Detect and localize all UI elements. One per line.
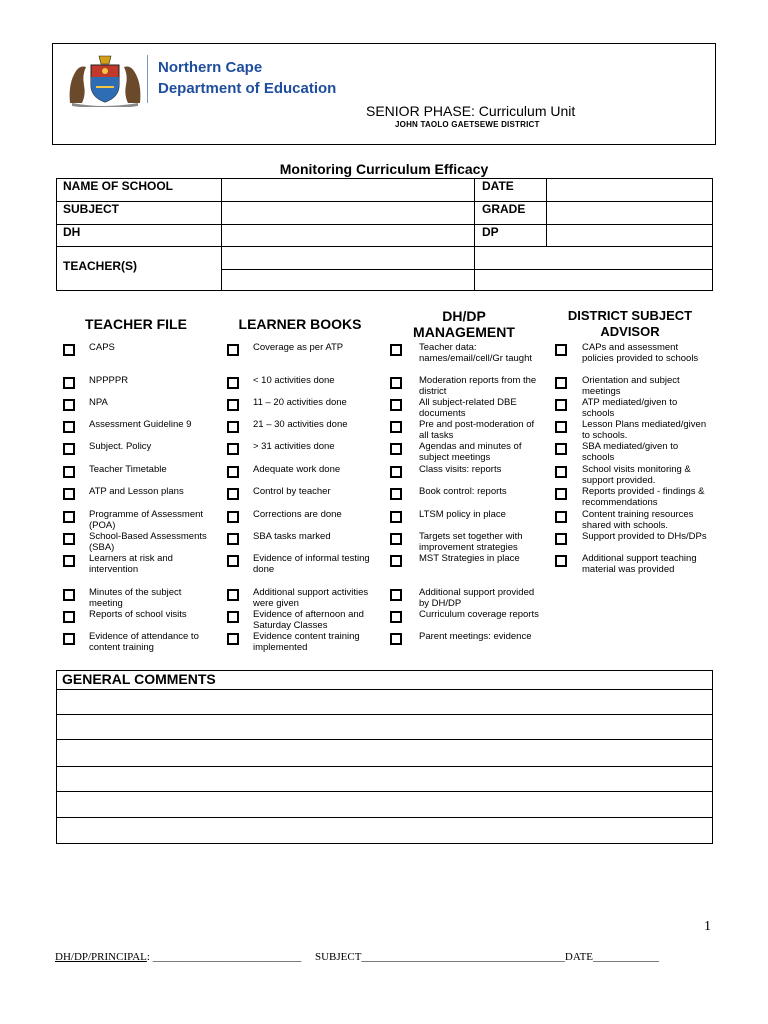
management-checkbox[interactable] — [390, 466, 402, 478]
learner-books-checkbox[interactable] — [227, 399, 239, 411]
advisor-item: Lesson Plans mediated/given to schools. — [582, 419, 707, 441]
comments-table — [56, 670, 713, 844]
advisor-checkbox[interactable] — [555, 377, 567, 389]
management-item: Class visits: reports — [419, 464, 502, 475]
management-item: LTSM policy in place — [419, 509, 506, 520]
teacher-file-checkbox[interactable] — [63, 611, 75, 623]
comment-line-6[interactable] — [58, 818, 711, 843]
advisor-item: ATP mediated/given to schools — [582, 397, 678, 419]
learner-books-checkbox[interactable] — [227, 466, 239, 478]
teacher-file-checkbox[interactable] — [63, 589, 75, 601]
management-checkbox[interactable] — [390, 533, 402, 545]
comment-line-4[interactable] — [58, 767, 711, 791]
teacher-field-1[interactable] — [222, 247, 474, 269]
teacher-file-checkbox[interactable] — [63, 443, 75, 455]
advisor-checkbox[interactable] — [555, 421, 567, 433]
management-checkbox[interactable] — [390, 611, 402, 623]
learner-books-checkbox[interactable] — [227, 421, 239, 433]
dp-field[interactable] — [547, 225, 712, 246]
advisor-checkbox[interactable] — [555, 488, 567, 500]
learner-books-item: Adequate work done — [253, 464, 341, 475]
form-title: Monitoring Curriculum Efficacy — [279, 161, 489, 177]
learner-books-checkbox[interactable] — [227, 589, 239, 601]
teacher-file-checkbox[interactable] — [63, 399, 75, 411]
teacher-file-checkbox[interactable] — [63, 533, 75, 545]
learner-books-item: > 31 activities done — [253, 441, 335, 452]
teacher-file-checkbox[interactable] — [63, 633, 75, 645]
management-item: Teacher data: names/email/cell/Gr taught — [419, 342, 532, 364]
teacher-file-item: Assessment Guideline 9 — [89, 419, 192, 430]
advisor-checkbox[interactable] — [555, 344, 567, 356]
teacher-file-checkbox[interactable] — [63, 466, 75, 478]
learner-books-checkbox[interactable] — [227, 611, 239, 623]
management-item: Curriculum coverage reports — [419, 609, 539, 620]
management-item: Parent meetings: evidence — [419, 631, 532, 642]
management-checkbox[interactable] — [390, 589, 402, 601]
dh-field[interactable] — [222, 225, 474, 246]
comment-line-5[interactable] — [58, 792, 711, 817]
teacher-file-checkbox[interactable] — [63, 488, 75, 500]
teacher-file-item: Subject. Policy — [89, 441, 152, 452]
teacher-file-item: Learners at risk and intervention — [89, 553, 173, 575]
learner-books-item: 21 – 30 activities done — [253, 419, 348, 430]
teacher-file-checkbox[interactable] — [63, 555, 75, 567]
advisor-heading — [545, 308, 715, 340]
subject-label: SUBJECT — [63, 202, 120, 216]
management-checkbox[interactable] — [390, 421, 402, 433]
comments-title: GENERAL COMMENTS — [62, 671, 216, 687]
management-heading-line1: DH/DP — [442, 308, 486, 324]
advisor-checkbox[interactable] — [555, 555, 567, 567]
teacher-field-2[interactable] — [475, 247, 712, 269]
management-checkbox[interactable] — [390, 443, 402, 455]
teacher-file-item: School-Based Assessments (SBA) — [89, 531, 207, 553]
management-item: Additional support provided by DH/DP — [419, 587, 535, 609]
subject-field[interactable] — [222, 202, 474, 224]
learner-books-heading: LEARNER BOOKS — [238, 316, 362, 332]
advisor-item: SBA mediated/given to schools — [582, 441, 679, 463]
learner-books-item: Evidence of afternoon and Saturday Classes — [253, 609, 364, 631]
management-checkbox[interactable] — [390, 633, 402, 645]
grade-field[interactable] — [547, 202, 712, 224]
management-checkbox[interactable] — [390, 511, 402, 523]
advisor-item: Orientation and subject meetings — [582, 375, 680, 397]
teacher-file-checkbox[interactable] — [63, 511, 75, 523]
learner-books-item: Coverage as per ATP — [253, 342, 344, 353]
advisor-checkbox[interactable] — [555, 511, 567, 523]
dh-label: DH — [63, 225, 81, 239]
management-checkbox[interactable] — [390, 344, 402, 356]
management-item: Targets set together with improvement strategies — [419, 531, 523, 553]
district-name: JOHN TAOLO GAETSEWE DISTRICT — [395, 120, 540, 129]
advisor-checkbox[interactable] — [555, 399, 567, 411]
management-item: Book control: reports — [419, 486, 507, 497]
footer-subject-date: SUBJECT_____________________________________DATE____________ — [314, 951, 660, 963]
teacher-file-item: Evidence of attendance to content training — [89, 631, 199, 653]
teacher-file-item: NPPPPR — [89, 375, 129, 386]
teacher-field-3[interactable] — [222, 270, 474, 290]
learner-books-item: 11 – 20 activities done — [253, 397, 347, 408]
teacher-field-4[interactable] — [475, 270, 712, 290]
advisor-item: Support provided to DHs/DPs — [582, 531, 707, 542]
learner-books-item: Evidence of informal testing done — [253, 553, 370, 575]
management-checkbox[interactable] — [390, 399, 402, 411]
learner-books-checkbox[interactable] — [227, 488, 239, 500]
learner-books-checkbox[interactable] — [227, 555, 239, 567]
advisor-item: Content training resources shared with schools. — [582, 509, 694, 531]
coat-of-arms-logo — [66, 53, 144, 107]
management-item: Agendas and minutes of subject meetings — [419, 441, 522, 463]
management-heading-line2: MANAGEMENT — [413, 324, 515, 340]
dp-label: DP — [482, 225, 499, 239]
advisor-item: School visits monitoring & support provided. — [582, 464, 691, 486]
learner-books-item: SBA tasks marked — [253, 531, 331, 542]
logo-divider — [147, 55, 148, 103]
comment-line-1[interactable] — [58, 690, 711, 714]
learner-books-item: Control by teacher — [253, 486, 331, 497]
learner-books-checkbox[interactable] — [227, 511, 239, 523]
management-checkbox[interactable] — [390, 377, 402, 389]
footer-principal-blank: : ___________________________ — [146, 951, 302, 963]
advisor-heading-line1: DISTRICT SUBJECT — [567, 308, 693, 323]
learner-books-checkbox[interactable] — [227, 443, 239, 455]
teacher-file-item: CAPS — [89, 342, 115, 353]
date-field[interactable] — [547, 179, 712, 201]
learner-books-item: Evidence content training implemented — [253, 631, 360, 653]
management-item: Pre and post-moderation of all tasks — [419, 419, 535, 441]
teacher-file-checkbox[interactable] — [63, 421, 75, 433]
learner-books-item: Corrections are done — [253, 509, 342, 520]
advisor-checkbox[interactable] — [555, 443, 567, 455]
footer-principal-label: DH/DP/PRINCIPAL — [55, 951, 147, 963]
name-of-school-label: NAME OF SCHOOL — [63, 179, 173, 193]
teacher-file-checkbox[interactable] — [63, 377, 75, 389]
advisor-heading-line2: ADVISOR — [600, 324, 660, 339]
teacher-file-item: Minutes of the subject meeting — [89, 587, 182, 609]
management-item: MST Strategies in place — [419, 553, 520, 564]
teacher-file-item: ATP and Lesson plans — [89, 486, 184, 497]
unit-title: SENIOR PHASE: Curriculum Unit — [366, 103, 576, 119]
org-name-line1: Northern Cape — [158, 59, 263, 76]
teacher-file-heading: TEACHER FILE — [85, 316, 187, 332]
advisor-checkbox[interactable] — [555, 533, 567, 545]
management-heading — [378, 308, 550, 340]
management-checkbox[interactable] — [390, 555, 402, 567]
date-label: DATE — [482, 179, 514, 193]
learner-books-checkbox[interactable] — [227, 377, 239, 389]
management-item: All subject-related DBE documents — [419, 397, 517, 419]
management-checkbox[interactable] — [390, 488, 402, 500]
comment-line-3[interactable] — [58, 740, 711, 766]
learner-books-item: < 10 activities done — [253, 375, 335, 386]
learner-books-checkbox[interactable] — [227, 344, 239, 356]
advisor-item: Additional support teaching material was provided — [582, 553, 697, 575]
teacher-file-item: NPA — [89, 397, 108, 408]
teachers-label: TEACHER(S) — [63, 259, 137, 273]
footer-signature-line — [55, 951, 659, 963]
advisor-item: CAPs and assessment policies provided to schools — [582, 342, 699, 364]
school-name-field[interactable] — [222, 179, 474, 201]
header-box — [52, 43, 716, 145]
teacher-file-item: Teacher Timetable — [89, 464, 167, 475]
learner-books-checkbox[interactable] — [227, 533, 239, 545]
page-number: 1 — [704, 919, 711, 934]
learner-books-item: Additional support activities were given — [253, 587, 369, 609]
advisor-item: Reports provided - findings & recommendations — [582, 486, 705, 508]
grade-label: GRADE — [482, 202, 526, 216]
comment-line-2[interactable] — [58, 715, 711, 739]
teacher-file-item: Reports of school visits — [89, 609, 187, 620]
advisor-checkbox[interactable] — [555, 466, 567, 478]
school-info-table — [56, 178, 713, 291]
org-name-line2: Department of Education — [158, 80, 337, 97]
teacher-file-checkbox[interactable] — [63, 344, 75, 356]
teacher-file-item: Programme of Assessment (POA) — [89, 509, 204, 531]
management-item: Moderation reports from the district — [419, 375, 537, 397]
learner-books-checkbox[interactable] — [227, 633, 239, 645]
